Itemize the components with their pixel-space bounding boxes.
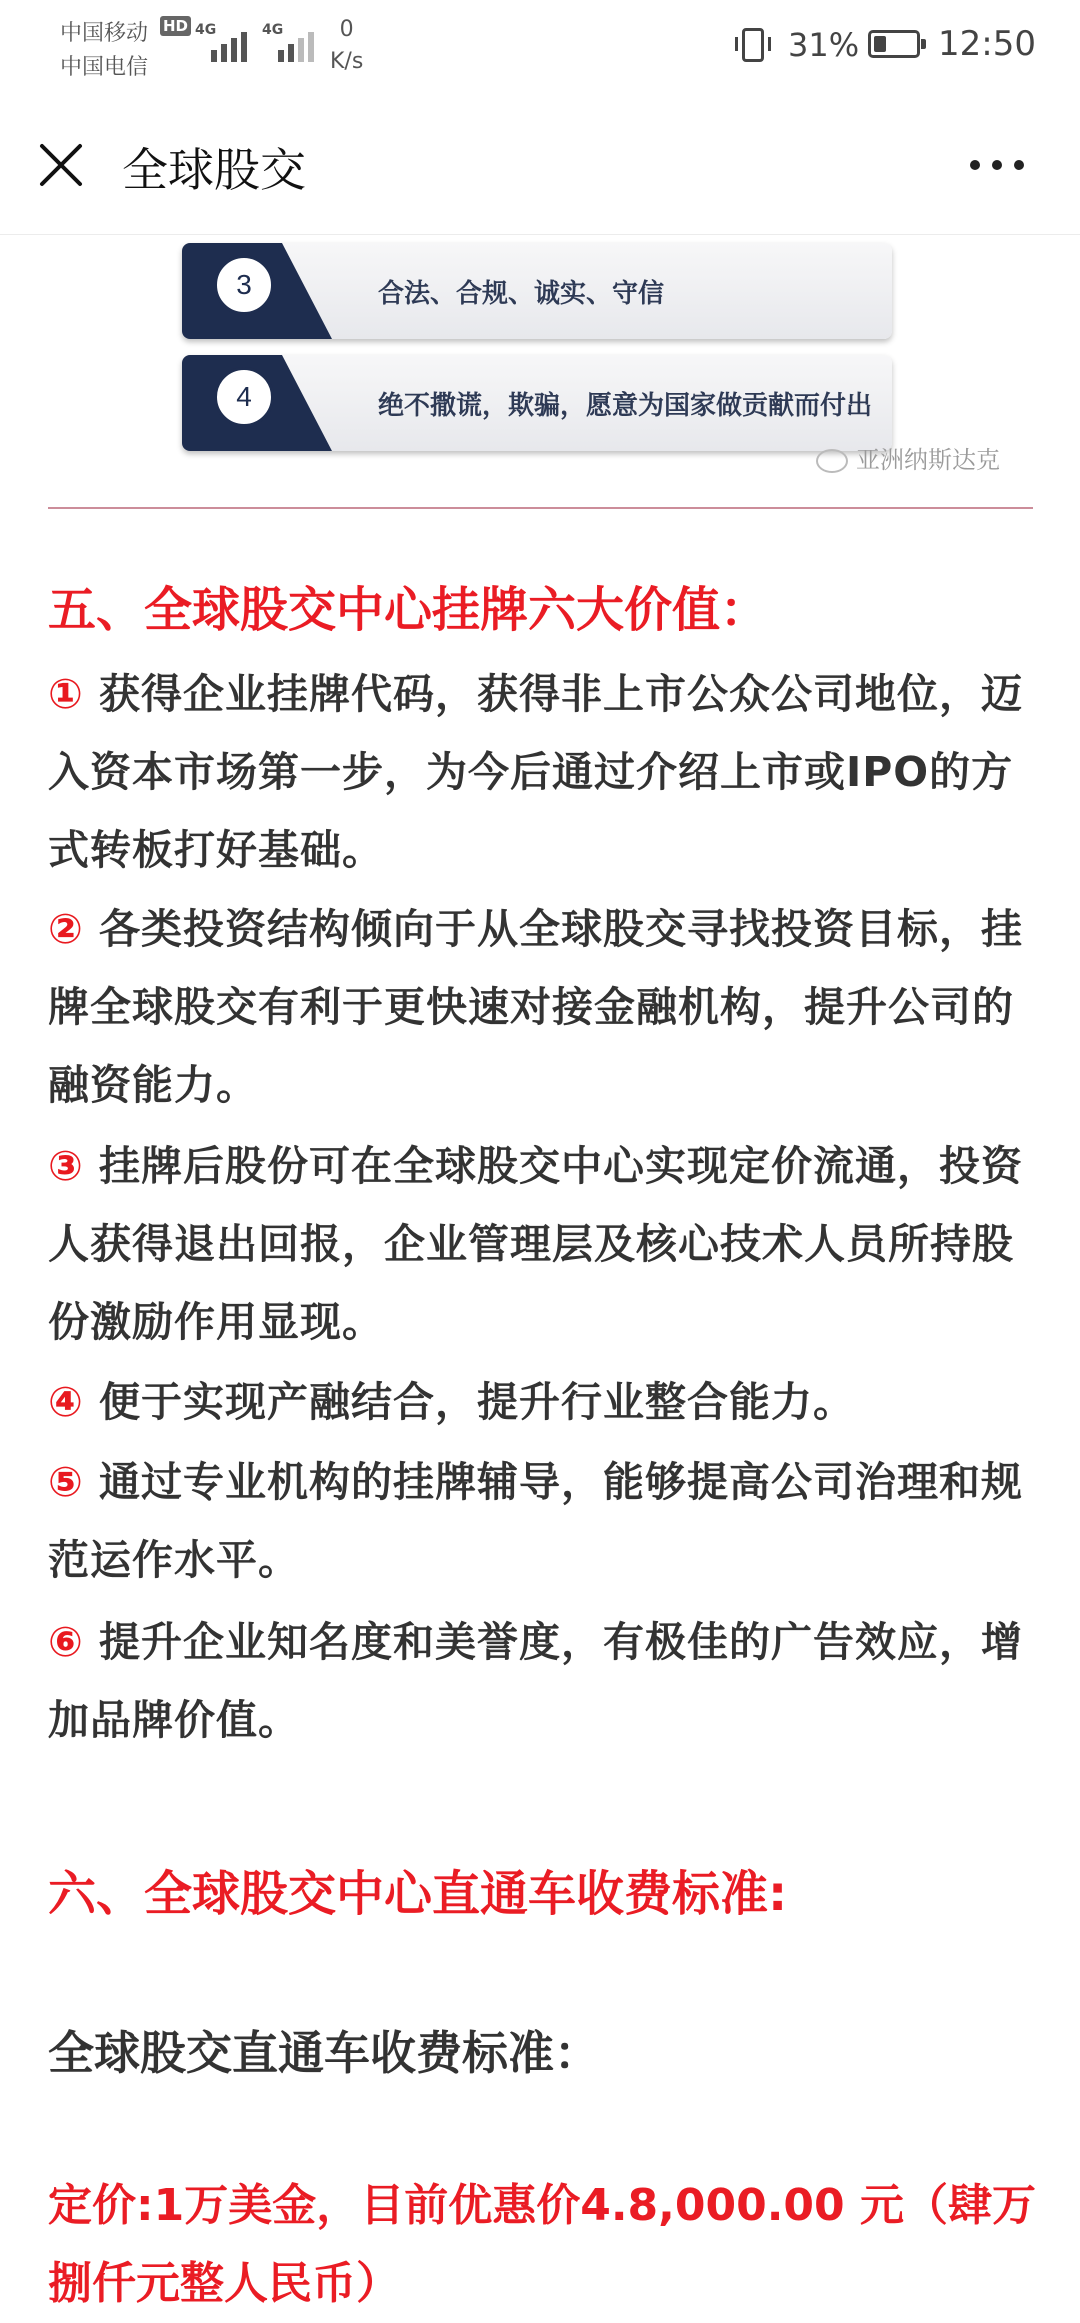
value-item: [48, 1363, 1038, 1441]
section-heading: 六、全球股交中心直通车收费标准:: [48, 1866, 788, 1922]
step-card: [182, 243, 892, 339]
battery-icon: [868, 30, 920, 58]
signal-icon: [272, 22, 322, 62]
step-number: 3: [214, 255, 274, 315]
section-heading: 五、全球股交中心挂牌六大价值：: [48, 582, 769, 638]
network-speed: [330, 14, 363, 78]
item-text: 挂牌后股份可在全球股交中心实现定价流通，投资人获得退出回报，企业管理层及核心技术人员所持股份激励作用显现。: [48, 1142, 1023, 1346]
item-number: ⑤: [48, 1458, 84, 1506]
value-item: [48, 1443, 1038, 1599]
carrier-1: 中国移动: [60, 21, 149, 46]
close-button[interactable]: [30, 134, 92, 196]
value-item: [48, 1603, 1038, 1759]
speed-unit: K/s: [330, 49, 364, 74]
price-text: 定价:1万美金，目前优惠价4.8,000.00 元（肆万捌仟元整人民币）: [48, 2180, 1036, 2309]
watermark: [816, 440, 1000, 475]
divider: [48, 507, 1033, 509]
item-text: 便于实现产融结合，提升行业整合能力。: [83, 1378, 855, 1426]
step-number: 4: [214, 367, 274, 427]
network-type-2: 4G: [262, 22, 284, 38]
battery-percent: 31%: [788, 26, 860, 64]
item-text: 各类投资结构倾向于从全球股交寻找投资目标，挂牌全球股交有利于更快速对接金融机构，提升公司的融资能力。: [48, 905, 1023, 1109]
item-text: 通过专业机构的挂牌辅导，能够提高公司治理和规范运作水平。: [48, 1458, 1023, 1584]
close-icon: [30, 134, 92, 196]
more-icon: [970, 160, 980, 170]
status-bar: [0, 0, 1080, 96]
item-number: ①: [48, 670, 84, 718]
nav-bar: [0, 96, 1080, 235]
item-number: ④: [48, 1378, 84, 1426]
item-number: ⑥: [48, 1618, 84, 1666]
more-button[interactable]: [956, 146, 1036, 186]
value-item: [48, 890, 1038, 1124]
battery-fill: [874, 36, 886, 52]
clock: 12:50: [938, 24, 1036, 64]
carrier-2: 中国电信: [60, 55, 149, 80]
network-type-1: 4G: [195, 22, 217, 38]
step-card: [182, 355, 892, 451]
item-number: ②: [48, 905, 84, 953]
item-text: 获得企业挂牌代码，获得非上市公众公司地位，迈入资本市场第一步，为今后通过介绍上市或IPO的方式转板打好基础。: [48, 670, 1023, 874]
signal-icon: [205, 22, 255, 62]
sub-heading: 全球股交直通车收费标准：: [48, 2026, 600, 2080]
value-item: [48, 655, 1038, 889]
article-image: [160, 235, 1040, 495]
wechat-icon: [816, 449, 848, 473]
item-text: 提升企业知名度和美誉度，有极佳的广告效应，增加品牌价值。: [48, 1618, 1023, 1744]
step-text: 绝不撒谎，欺骗，愿意为国家做贡献而付出: [378, 391, 873, 421]
hd-badge: HD: [160, 16, 191, 36]
speed-value: 0: [339, 17, 354, 42]
vibrate-icon: [742, 28, 764, 62]
value-item: [48, 1127, 1038, 1361]
page-title: 全球股交: [122, 143, 306, 197]
step-text: 合法、合规、诚实、守信: [378, 279, 665, 309]
watermark-text: 亚洲纳斯达克: [856, 446, 1000, 474]
item-number: ③: [48, 1142, 84, 1190]
